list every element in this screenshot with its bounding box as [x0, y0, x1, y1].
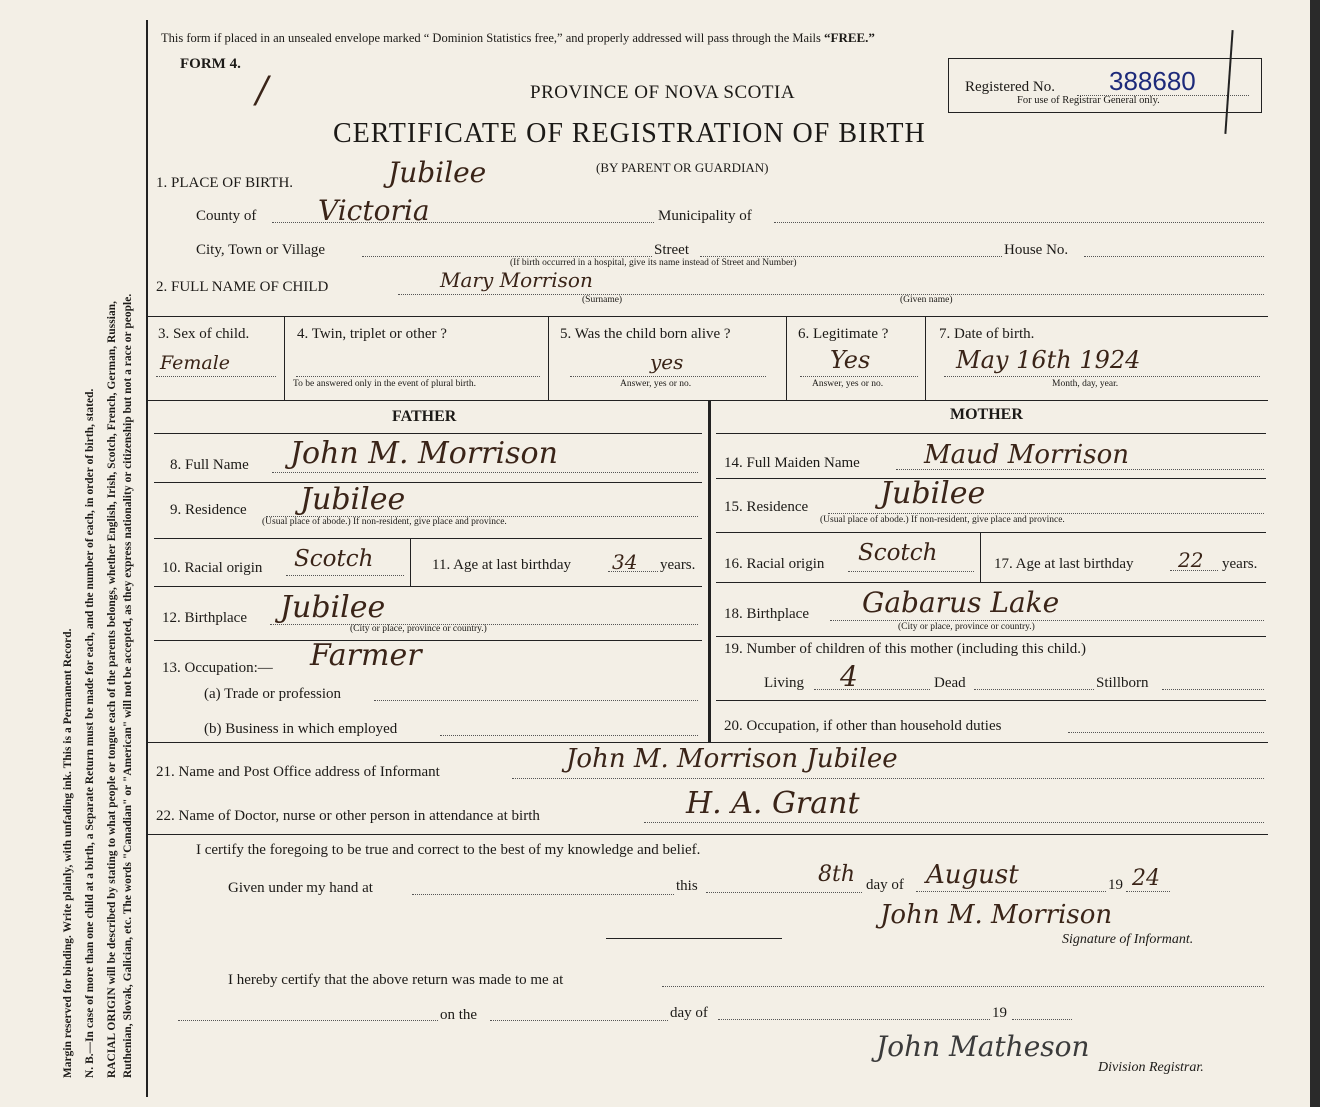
county-label: County of: [196, 208, 257, 224]
father-racial-label: 10. Racial origin: [162, 560, 263, 576]
hospital-note: (If birth occurred in a hospital, give its name instead of Street and Number): [510, 258, 797, 268]
city-label: City, Town or Village: [196, 242, 326, 258]
place-of-birth-label: 1. PLACE OF BIRTH.: [156, 175, 294, 191]
mother-name-label: 14. Full Maiden Name: [724, 455, 860, 471]
mother-birthplace-value: Gabarus Lake: [862, 586, 1060, 619]
registrar-year-prefix: 19: [992, 1005, 1007, 1021]
living-label: Living: [764, 675, 804, 691]
registered-label: Registered No.: [965, 79, 1055, 95]
county-value: Victoria: [318, 194, 430, 227]
father-birthplace-label: 12. Birthplace: [162, 610, 247, 626]
handwritten-mark: /: [256, 70, 269, 111]
father-residence-label: 9. Residence: [170, 502, 247, 518]
mother-racial-value: Scotch: [858, 540, 938, 566]
father-age-label: 11. Age at last birthday: [432, 557, 571, 573]
year-prefix: 19: [1108, 877, 1123, 893]
margin-note-binding: Margin reserved for binding. Write plainly, with unfading ink. This is a Permanent Record.: [62, 628, 74, 1078]
mother-racial-label: 16. Racial origin: [724, 556, 825, 572]
father-residence-value: Jubilee: [300, 482, 406, 517]
mother-residence-note: (Usual place of abode.) If non-resident, give place and province.: [820, 515, 1065, 525]
registered-number-box: [948, 58, 1262, 113]
mother-heading: MOTHER: [950, 406, 1023, 423]
twin-note: To be answered only in the event of plural birth.: [293, 379, 476, 389]
father-occupation-label: 13. Occupation:—: [162, 660, 273, 676]
father-heading: FATHER: [392, 408, 457, 425]
given-name-note: (Given name): [900, 295, 953, 305]
on-the-label: on the: [440, 1007, 478, 1023]
informant-signature: John M. Morrison: [880, 900, 1113, 930]
certify-year-value: 24: [1132, 866, 1160, 891]
registrar-certify-text: I hereby certify that the above return was made to me at: [228, 972, 564, 988]
child-name-value: Mary Morrison: [440, 268, 593, 292]
municipality-label: Municipality of: [658, 208, 752, 224]
house-label: House No.: [1004, 242, 1069, 258]
informant-value: John M. Morrison Jubilee: [566, 744, 898, 774]
mail-notice: This form if placed in an unsealed envelope marked “ Dominion Statistics free,” and properly addressed will pass through the Mails “FREE.”: [161, 30, 875, 45]
doctor-value: H. A. Grant: [686, 786, 860, 821]
business-label: (b) Business in which employed: [204, 721, 398, 737]
margin-note-racial-origin: RACIAL ORIGIN will be described by stating to what people or tongue each of the parents belongs, whether English, Irish, Scotch, French, German, Russian,: [106, 300, 118, 1078]
form-number: FORM 4.: [180, 56, 241, 72]
given-under-label: Given under my hand at: [228, 880, 373, 896]
street-label: Street: [654, 242, 689, 258]
mother-age-value: 22: [1178, 548, 1204, 572]
certificate-subtitle: (BY PARENT OR GUARDIAN): [596, 160, 769, 175]
place-of-birth-value: Jubilee: [388, 156, 487, 189]
dob-label: 7. Date of birth.: [939, 326, 1035, 342]
trade-label: (a) Trade or profession: [204, 686, 342, 702]
twin-label: 4. Twin, triplet or other ?: [297, 326, 447, 342]
informant-label: 21. Name and Post Office address of Informant: [156, 764, 440, 780]
father-age-value: 34: [612, 550, 638, 574]
alive-value: yes: [650, 350, 684, 374]
day-of-label: day of: [866, 877, 904, 893]
margin-note-racial-origin-cont: Ruthenian, Slovak, Galician, etc. The words "Canadian" or "American" will not be accepted, as they express nationality or citizenship but not a race or people.: [122, 293, 134, 1078]
father-residence-note: (Usual place of abode.) If non-resident, give place and province.: [262, 517, 507, 527]
sex-label: 3. Sex of child.: [158, 326, 250, 342]
stillborn-label: Stillborn: [1096, 675, 1149, 691]
this-label: this: [676, 878, 698, 894]
mother-birthplace-note: (City or place, province or country.): [898, 622, 1035, 632]
margin-note-multiple-births: N. B.—In case of more than one child at a birth, a Separate Return must be made for each, and the number of each, in order of birth, stated.: [84, 388, 96, 1078]
dead-label: Dead: [934, 675, 966, 691]
sex-value: Female: [160, 352, 231, 374]
certificate-title: CERTIFICATE OF REGISTRATION OF BIRTH: [333, 118, 926, 149]
father-name-value: John M. Morrison: [290, 436, 558, 471]
registrar-day-of-label: day of: [670, 1005, 708, 1021]
signature-caption: Signature of Informant.: [1062, 932, 1194, 947]
mother-years-label: years.: [1222, 556, 1258, 572]
father-birthplace-value: Jubilee: [280, 590, 386, 625]
certify-text: I certify the foregoing to be true and correct to the best of my knowledge and belief.: [196, 842, 701, 858]
father-occupation-value: Farmer: [310, 638, 422, 673]
mother-age-label: 17. Age at last birthday: [994, 556, 1134, 572]
legitimate-label: 6. Legitimate ?: [798, 326, 889, 342]
surname-note: (Surname): [582, 295, 623, 305]
mother-birthplace-label: 18. Birthplace: [724, 606, 809, 622]
certify-month-value: August: [926, 860, 1019, 890]
province-heading: PROVINCE OF NOVA SCOTIA: [530, 82, 796, 103]
legitimate-note: Answer, yes or no.: [812, 379, 884, 389]
mother-name-value: Maud Morrison: [924, 440, 1129, 470]
registrar-signature: John Matheson: [876, 1030, 1090, 1063]
mother-residence-label: 15. Residence: [724, 499, 809, 515]
alive-note: Answer, yes or no.: [620, 379, 692, 389]
certify-day-value: 8th: [818, 862, 856, 887]
living-value: 4: [840, 660, 858, 693]
father-racial-value: Scotch: [294, 546, 374, 572]
dob-value: May 16th 1924: [956, 346, 1141, 374]
legitimate-value: Yes: [830, 346, 871, 374]
dob-note: Month, day, year.: [1052, 379, 1119, 389]
page-edge: [1310, 0, 1320, 1107]
father-years-label: years.: [660, 557, 696, 573]
form-left-border: [146, 20, 148, 1097]
child-name-label: 2. FULL NAME OF CHILD: [156, 279, 329, 295]
alive-label: 5. Was the child born alive ?: [560, 326, 731, 342]
father-birthplace-note: (City or place, province or country.): [350, 624, 487, 634]
registrar-note: For use of Registrar General only.: [1017, 95, 1160, 106]
mother-occupation-label: 20. Occupation, if other than household duties: [724, 718, 1002, 734]
registrar-caption: Division Registrar.: [1098, 1060, 1204, 1075]
children-count-label: 19. Number of children of this mother (including this child.): [724, 641, 1087, 657]
registered-number: 388680: [1109, 66, 1196, 96]
mother-residence-value: Jubilee: [880, 476, 986, 511]
father-name-label: 8. Full Name: [170, 457, 249, 473]
doctor-label: 22. Name of Doctor, nurse or other person in attendance at birth: [156, 808, 540, 824]
